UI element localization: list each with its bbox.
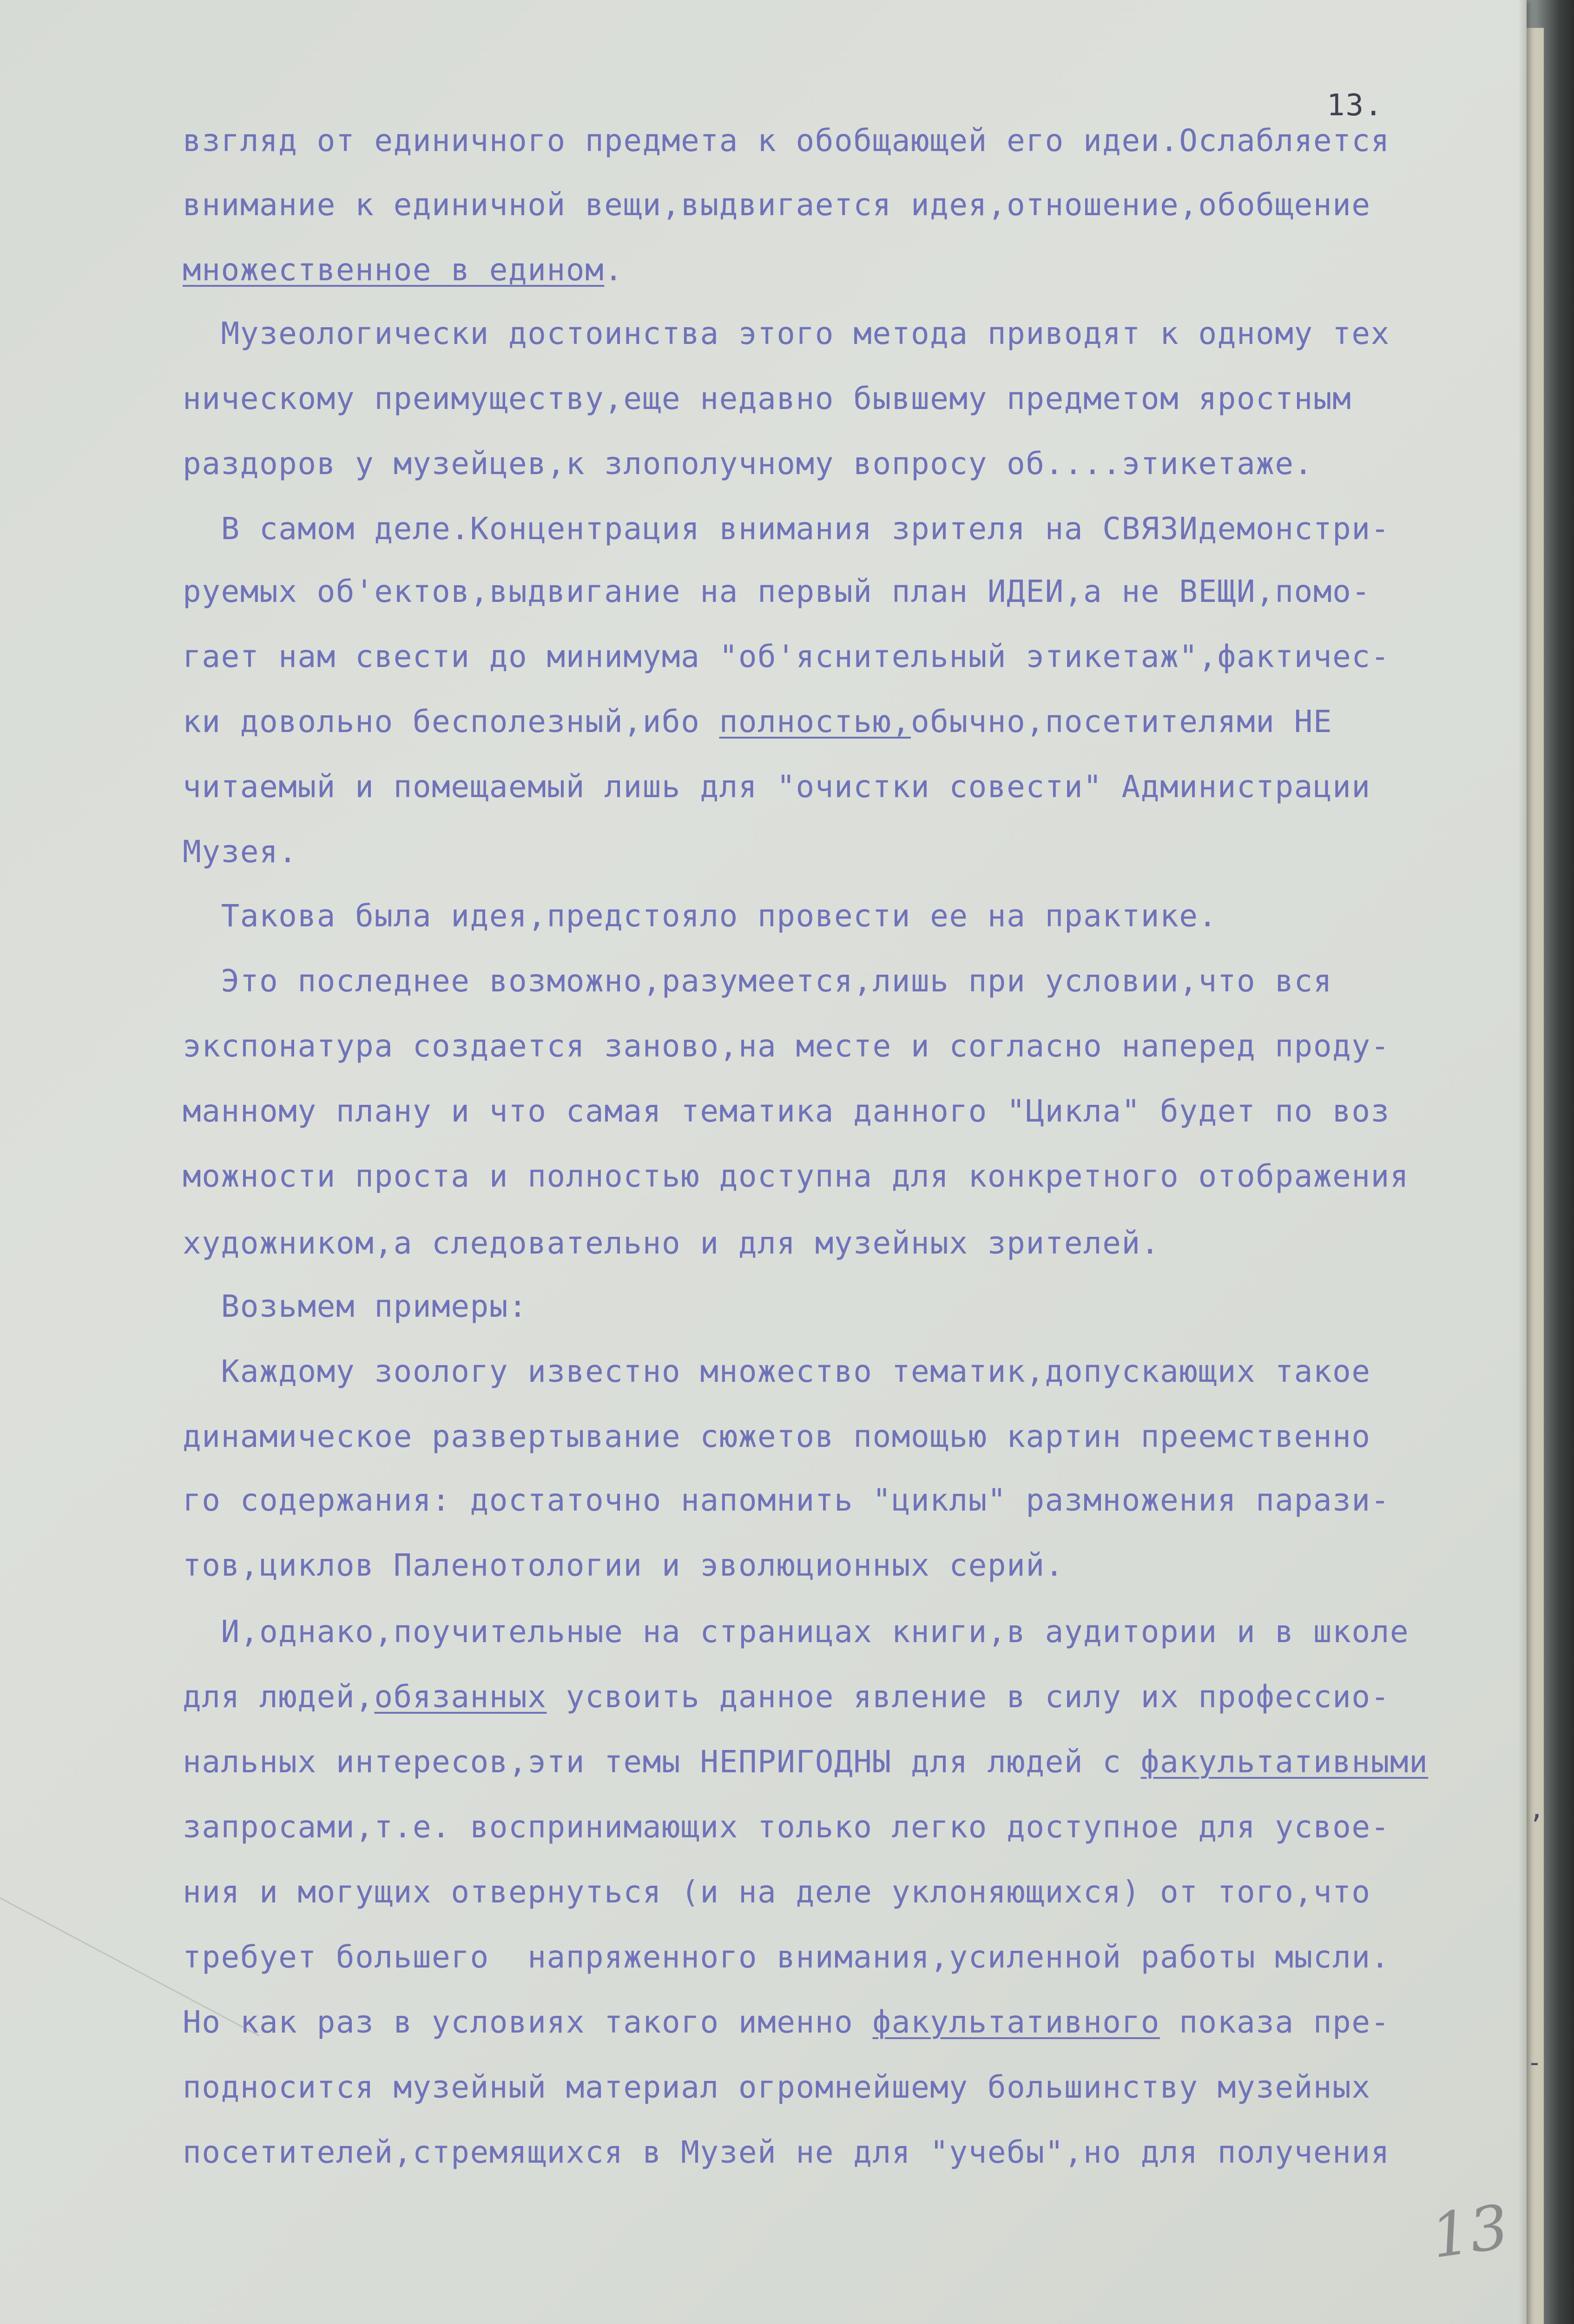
text-line: читаемый и помещаемый лишь для "очистки совести" Администрации xyxy=(183,769,1371,805)
margin-mark: , xyxy=(1529,1794,1545,1824)
text-line: экспонатура создается заново,на месте и согласно наперед проду- xyxy=(183,1028,1390,1064)
text-line: можности проста и полностью доступна для конкретного отображения xyxy=(183,1158,1409,1194)
text-line: ки довольно бесполезный,ибо полностью,обычно,посетителями НЕ xyxy=(183,704,1333,739)
text-line: Каждому зоологу известно множество тематик,допускающих такое xyxy=(183,1353,1371,1389)
text-line: посетителей,стремящихся в Музей не для "учебы",но для получения xyxy=(183,2134,1390,2170)
text-line: раздоров у музейцев,к злополучному вопросу об....этикетаже. xyxy=(183,446,1313,482)
text-line: тов,циклов Паленотологии и эволюционных серий. xyxy=(183,1547,1064,1583)
text-line: манному плану и что самая тематика данного "Цикла" будет по воз xyxy=(183,1093,1390,1129)
text-line: Такова была идея,предстояло провести ее на практике. xyxy=(183,898,1218,934)
text-line: Музеологически достоинства этого метода приводят к одному тех xyxy=(183,316,1390,351)
text-line: запросами,т.е. воспринимающих только легко доступное для усвое- xyxy=(183,1809,1390,1845)
text-line: множественное в едином. xyxy=(183,252,624,288)
text-line: Но как раз в условиях такого именно факультативного показа пре- xyxy=(183,2004,1390,2040)
text-line: внимание к единичной вещи,выдвигается идея,отношение,обобщение xyxy=(183,187,1371,223)
text-line: ническому преимуществу,еще недавно бывшему предметом яростным xyxy=(183,381,1352,416)
text-line: динамическое развертывание сюжетов помощью картин преемственно xyxy=(183,1419,1371,1454)
text-line: для людей,обязанных усвоить данное явление в силу их профессио- xyxy=(183,1679,1390,1715)
text-line: подносится музейный материал огромнейшему большинству музейных xyxy=(183,2069,1371,2105)
text-line: Возьмем примеры: xyxy=(183,1288,528,1324)
text-line: И,однако,поучительные на страницах книги,в аудитории и в школе xyxy=(183,1614,1409,1650)
text-line: руемых об'ектов,выдвигание на первый план ИДЕИ,а не ВЕЩИ,помо- xyxy=(183,574,1371,609)
text-line: ния и могущих отвернуться (и на деле уклоняющихся) от того,что xyxy=(183,1874,1371,1910)
text-line: художником,а следовательно и для музейных зрителей. xyxy=(183,1225,1160,1261)
text-line: В самом деле.Концентрация внимания зрителя на СВЯЗИдемонстри- xyxy=(183,511,1390,547)
text-line: Музея. xyxy=(183,834,298,870)
underlined-phrase: множественное в едином xyxy=(183,252,605,288)
margin-mark: - xyxy=(1527,2047,1542,2078)
text-line: нальных интересов,эти темы НЕПРИГОДНЫ для людей с факультативными xyxy=(183,1744,1429,1780)
pencil-page-number: 13 xyxy=(1427,2191,1513,2272)
underlined-phrase: обязанных xyxy=(374,1679,547,1715)
underlined-phrase: факультативными xyxy=(1140,1744,1429,1780)
text-line: гает нам свести до минимума "об'яснительный этикетаж",фактичес- xyxy=(183,639,1390,674)
page-number: 13. xyxy=(1327,88,1383,123)
text-line: требует большего напряженного внимания,усиленной работы мысли. xyxy=(183,1939,1390,1975)
underlined-phrase: факультативного xyxy=(872,2004,1160,2040)
text-line: Это последнее возможно,разумеется,лишь при условии,что вся xyxy=(183,963,1333,999)
text-line: го содержания: достаточно напомнить "циклы" размножения парази- xyxy=(183,1482,1390,1518)
text-line: взгляд от единичного предмета к обобщающей его идеи.Ослабляется xyxy=(183,123,1390,158)
underlined-phrase: полностью, xyxy=(719,704,911,739)
